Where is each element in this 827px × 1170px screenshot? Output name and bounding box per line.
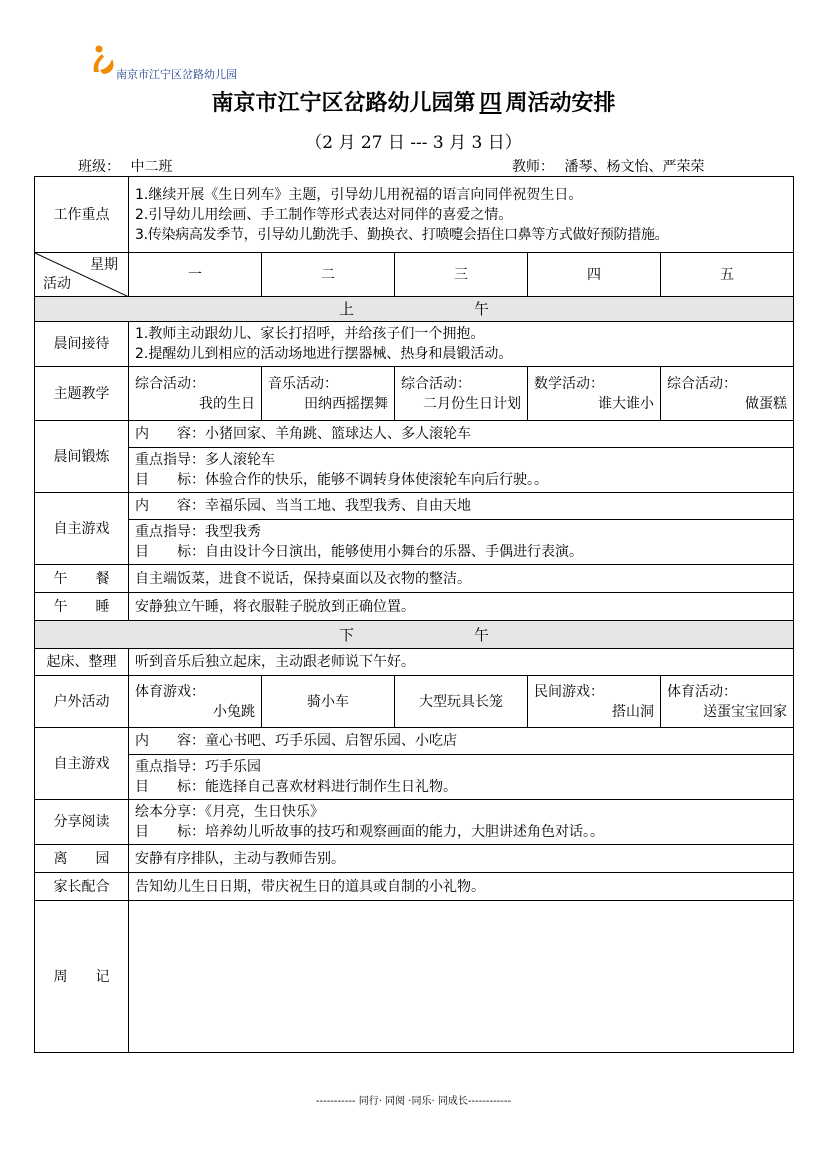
teacher-info [512, 156, 740, 177]
reception-label: 晨间接待 [35, 322, 129, 367]
outdoor-cell-tue: 骑小车 [262, 676, 395, 728]
theme-name: 我的生日 [199, 395, 255, 412]
activity-corner-label: 活动 [43, 276, 71, 292]
free-play-focus: 重点指导：我型我秀 [135, 524, 261, 540]
theme-type: 综合活动： [667, 375, 737, 392]
free-play-detail [129, 520, 794, 565]
free-play-detail-row [35, 520, 794, 565]
nap-row [35, 593, 794, 621]
leave-row [35, 845, 794, 873]
kindergarten-logo-icon [90, 44, 118, 76]
theme-type: 综合活动： [135, 375, 205, 392]
theme-label: 主题教学 [35, 367, 129, 421]
theme-name: 田纳西摇摆舞 [304, 395, 388, 412]
reading-book: 绘本分享：《月亮，生日快乐》 [135, 804, 324, 820]
outdoor-type: 民间游戏： [534, 683, 604, 700]
section-char: 下 [339, 625, 355, 644]
outdoor-name: 搭山洞 [612, 703, 654, 720]
theme-teaching-row [35, 367, 794, 421]
theme-name: 做蛋糕 [745, 395, 788, 412]
date-range: （2 月 27 日 --- 3 月 3 日） [305, 133, 522, 153]
afternoon-section-row [35, 621, 794, 649]
theme-name: 谁大谁小 [598, 395, 654, 412]
pm-free-play-goal: 目 标：能选择自己喜欢材料进行制作生日礼物。 [135, 779, 457, 795]
section-char: 上 [339, 300, 355, 318]
reception-row [35, 322, 794, 367]
teacher-value: 潘琴、杨文怡、严荣荣 [558, 156, 740, 177]
nap-label: 午 睡 [35, 593, 129, 621]
footer-motto: ----------- 同行· 同阅 ·同乐· 同成长------------ [315, 1096, 512, 1107]
pm-free-play-content: 内 容：童心书吧、巧手乐园、启智乐园、小吃店 [129, 728, 794, 755]
weekday-tue: 二 [262, 253, 395, 297]
class-label: 班级： [78, 159, 120, 175]
exercise-label: 晨间锻炼 [35, 421, 129, 493]
exercise-goal: 目 标：体验合作的快乐，能够不调转身体使滚轮车向后行驶。。 [135, 472, 548, 488]
weekday-corner-label: 星期 [90, 257, 118, 273]
exercise-row [35, 421, 794, 448]
outdoor-name: 小兔跳 [213, 703, 255, 720]
exercise-detail [129, 448, 794, 493]
free-play-goal: 目 标：自由设计今日演出，能够使用小舞台的乐器、手偶进行表演。 [135, 544, 583, 560]
outdoor-label: 户外活动 [35, 676, 129, 728]
weekday-thu: 四 [528, 253, 661, 297]
focus-content [129, 177, 794, 253]
pm-free-play-row [35, 728, 794, 755]
reception-line: 2.提醒幼儿到相应的活动场地进行摆器械、热身和晨锻活动。 [135, 346, 513, 362]
theme-cell-mon [129, 367, 262, 421]
title-prefix: 南京市江宁区岔路幼儿园第 [211, 91, 476, 116]
theme-type: 音乐活动： [268, 375, 338, 392]
focus-line: 1.继续开展《生日列车》主题，引导幼儿用祝福的语言向同伴祝贺生日。 [135, 186, 583, 203]
weekday-diagonal-cell [35, 253, 129, 297]
weekday-mon: 一 [129, 253, 262, 297]
reading-row [35, 800, 794, 845]
section-char: 午 [474, 300, 490, 318]
page-title [0, 86, 827, 117]
outdoor-type: 体育活动： [667, 683, 737, 700]
theme-name: 二月份生日计划 [423, 395, 521, 412]
lunch-text: 自主端饭菜，进食不说话，保持桌面以及衣物的整洁。 [129, 565, 794, 593]
free-play-content: 内 容：幸福乐园、当当工地、我型我秀、自由天地 [129, 493, 794, 520]
parents-row [35, 873, 794, 901]
wakeup-label: 起床、整理 [35, 649, 129, 676]
free-play-label: 自主游戏 [35, 493, 129, 565]
notes-content [129, 901, 794, 1053]
lunch-label: 午 餐 [35, 565, 129, 593]
title-suffix: 周活动安排 [505, 91, 616, 116]
reading-content [129, 800, 794, 845]
reception-content [129, 322, 794, 367]
class-info [78, 156, 206, 177]
free-play-row [35, 493, 794, 520]
weekday-header-row [35, 253, 794, 297]
theme-type: 综合活动： [401, 375, 471, 392]
outdoor-cell-wed: 大型玩具长笼 [395, 676, 528, 728]
morning-section-header [35, 297, 794, 322]
outdoor-row [35, 676, 794, 728]
pm-free-play-detail [129, 755, 794, 800]
focus-label: 工作重点 [35, 177, 129, 253]
exercise-detail-row [35, 448, 794, 493]
theme-cell-tue [262, 367, 395, 421]
logo-text: 南京市江宁区岔路幼儿园 [116, 68, 237, 81]
leave-label: 离 园 [35, 845, 129, 873]
pm-free-play-label: 自主游戏 [35, 728, 129, 800]
reception-line: 1.教师主动跟幼儿、家长打招呼，并给孩子们一个拥抱。 [135, 326, 485, 342]
exercise-focus: 重点指导：多人滚轮车 [135, 452, 275, 468]
focus-row [35, 177, 794, 253]
weekly-schedule-table [34, 176, 794, 1053]
theme-cell-wed [395, 367, 528, 421]
lunch-row [35, 565, 794, 593]
morning-section-row [35, 297, 794, 322]
outdoor-cell-fri [661, 676, 794, 728]
pm-free-play-detail-row [35, 755, 794, 800]
outdoor-cell-mon [129, 676, 262, 728]
teacher-label: 教师： [512, 159, 554, 175]
focus-line: 2.引导幼儿用绘画、手工制作等形式表达对同伴的喜爱之情。 [135, 206, 513, 223]
theme-cell-fri [661, 367, 794, 421]
outdoor-type: 体育游戏： [135, 683, 205, 700]
outdoor-name: 送蛋宝宝回家 [703, 703, 788, 720]
weekday-wed: 三 [395, 253, 528, 297]
notes-label: 周 记 [35, 901, 129, 1053]
leave-text: 安静有序排队，主动与教师告别。 [129, 845, 794, 873]
weekday-fri: 五 [661, 253, 794, 297]
reading-label: 分享阅读 [35, 800, 129, 845]
section-char: 午 [474, 625, 490, 644]
title-week-number: 四 [479, 91, 502, 116]
exercise-content: 内 容：小猪回家、羊角跳、篮球达人、多人滚轮车 [129, 421, 794, 448]
theme-cell-thu [528, 367, 661, 421]
afternoon-section-header [35, 621, 794, 649]
parents-label: 家长配合 [35, 873, 129, 901]
pm-free-play-focus: 重点指导：巧手乐园 [135, 759, 261, 775]
wakeup-text: 听到音乐后独立起床，主动跟老师说下午好。 [129, 649, 794, 676]
notes-row [35, 901, 794, 1053]
nap-text: 安静独立午睡，将衣服鞋子脱放到正确位置。 [129, 593, 794, 621]
outdoor-cell-thu [528, 676, 661, 728]
reading-goal: 目 标：培养幼儿听故事的技巧和观察画面的能力，大胆讲述角色对话。。 [135, 824, 604, 840]
parents-text: 告知幼儿生日日期，带庆祝生日的道具或自制的小礼物。 [129, 873, 794, 901]
focus-line: 3.传染病高发季节，引导幼儿勤洗手、勤换衣、打喷嚏会捂住口鼻等方式做好预防措施。 [135, 226, 669, 243]
wakeup-row [35, 649, 794, 676]
class-value: 中二班 [124, 156, 206, 177]
theme-type: 数学活动： [534, 375, 604, 392]
